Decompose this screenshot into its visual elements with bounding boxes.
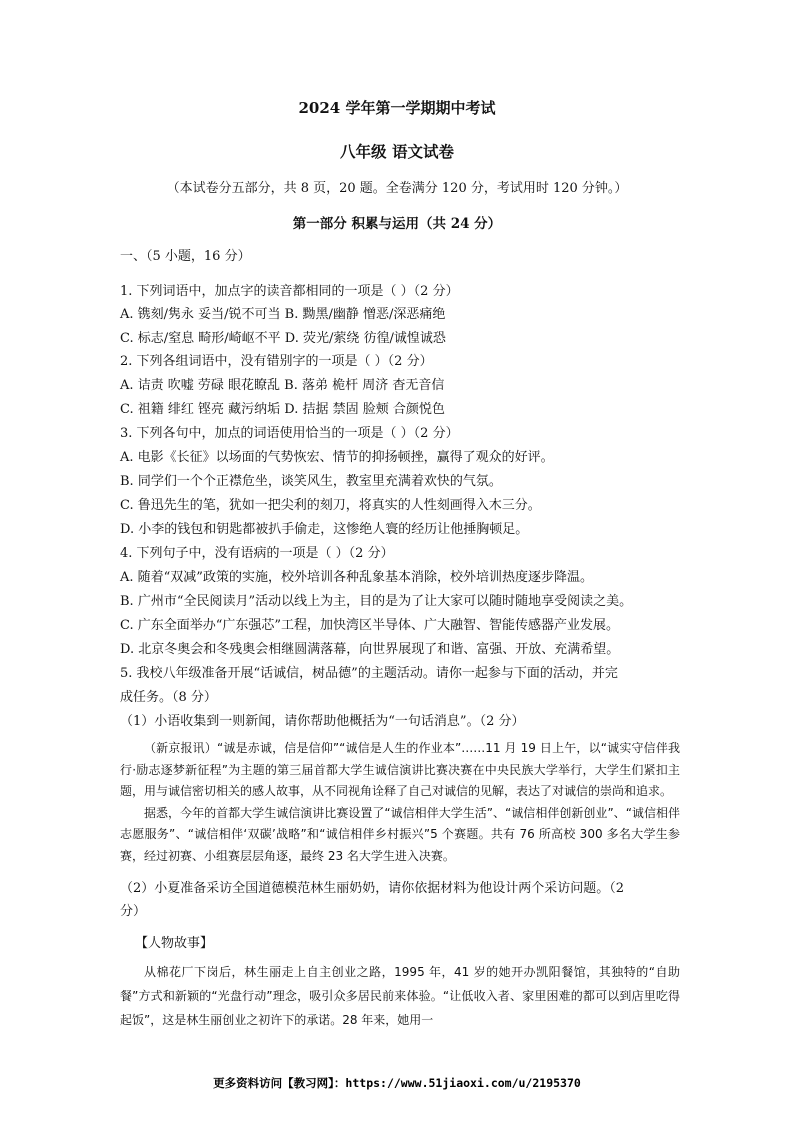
q3-option-d: D. 小李的钱包和钥匙都被扒手偷走，这惨绝人寰的经历让他捶胸顿足。 bbox=[120, 522, 529, 537]
story-paragraph-1: 从棉花厂下岗后，林生丽走上自主创业之路，1995 年，41 岁的她开办凯阳餐馆，其独特的“自助餐”方式和新颖的“光盘行动”理念，吸引众多居民前来体验。“让低收入者、家里困难的都可以到店里吃得起饭”，这是林生丽创业之初许下的承诺。28 年来，她用一 bbox=[120, 965, 680, 1027]
q5-sub2-line2: 分） bbox=[120, 904, 147, 919]
paper-title: 八年级 语文试卷 bbox=[340, 142, 454, 161]
q1-options-row1: A. 镌刻/隽永 妥当/锐不可当 B. 黝黑/幽静 憎恶/深恶痛绝 bbox=[120, 307, 446, 322]
q2-stem: 2. 下列各组词语中，没有错别字的一项是（ ）（2 分） bbox=[120, 354, 433, 369]
q4-option-c: C. 广东全面举办“广东强芯”工程，加快湾区半导体、广大融智、智能传感器产业发展。 bbox=[120, 618, 620, 633]
news-excerpt bbox=[120, 738, 680, 867]
section-heading: 一、（5 小题，16 分） bbox=[120, 249, 251, 264]
exam-instructions: （本试卷分五部分，共 8 页，20 题。全卷满分 120 分，考试用时 120 分钟。） bbox=[166, 181, 628, 196]
q2-options-row2: C. 祖籍 绯红 铿亮 藏污纳垢 D. 拮据 禁固 脸颊 合颜悦色 bbox=[120, 402, 445, 417]
footer-link[interactable]: 更多资料访问【教习网】：https://www.51jiaoxi.com/u/2195370 bbox=[213, 1076, 581, 1090]
q5-stem-line1: 5. 我校八年级准备开展“话诚信，树品德”的主题活动。请你一起参与下面的活动，并完 bbox=[120, 666, 618, 681]
q5-sub1: （1）小语收集到一则新闻，请你帮助他概括为“一句话消息”。（2 分） bbox=[120, 714, 525, 729]
q4-stem: 4. 下列句子中，没有语病的一项是（ ）（2 分） bbox=[120, 546, 394, 561]
news-paragraph-2: 据悉，今年的首都大学生诚信演讲比赛设置了“诚信相伴大学生活”、“诚信相伴创新创业”、“诚信相伴志愿服务”、“诚信相伴‘双碳’战略”和“诚信相伴乡村振兴”5 个赛题。共有 76 所高校 300 多名大学生参赛，经过初赛、小组赛层层角逐，最终 23 名大学生进入决赛。 bbox=[120, 805, 680, 863]
q3-option-a: A. 电影《长征》以场面的气势恢宏、情节的抑扬顿挫，赢得了观众的好评。 bbox=[120, 450, 554, 465]
part-title: 第一部分 积累与运用（共 24 分） bbox=[292, 216, 502, 232]
q4-option-d: D. 北京冬奥会和冬残奥会相继圆满落幕，向世界展现了和谐、富强、开放、充满希望。 bbox=[120, 642, 620, 657]
q5-sub2-line1: （2）小夏准备采访全国道德模范林生丽奶奶，请你依据材料为他设计两个采访问题。（2 bbox=[120, 881, 625, 896]
q3-option-c: C. 鲁迅先生的笔，犹如一把尖利的刻刀，将真实的人性刻画得入木三分。 bbox=[120, 498, 541, 513]
q3-stem: 3. 下列各句中，加点的词语使用恰当的一项是（ ）（2 分） bbox=[120, 426, 459, 441]
q1-stem: 1. 下列词语中，加点字的读音都相同的一项是（ ）（2 分） bbox=[120, 284, 459, 299]
story-heading: 【人物故事】 bbox=[135, 936, 214, 951]
q5-stem-line2: 成任务。（8 分） bbox=[120, 690, 217, 705]
q3-option-b: B. 同学们一个个正襟危坐，谈笑风生，教室里充满着欢快的气氛。 bbox=[120, 474, 502, 489]
news-paragraph-1: （新京报讯）“诚是赤诚，信是信仰”“诚信是人生的作业本”……11 月 19 日上午，以“诚实守信伴我行·励志逐梦新征程”为主题的第三届首都大学生诚信演讲比赛决赛在中央民族大学举行，大学生们紧扣主题，用与诚信密切相关的感人故事，从不同视角诠释了自己对诚信的见解，表达了对诚信的崇尚和追求。 bbox=[120, 741, 680, 798]
q4-option-a: A. 随着“双减”政策的实施，校外培训各种乱象基本消除，校外培训热度逐步降温。 bbox=[120, 570, 593, 585]
q4-option-b: B. 广州市“全民阅读月”活动以线上为主，目的是为了让大家可以随时随地享受阅读之美。 bbox=[120, 594, 633, 609]
q2-options-row1: A. 诘责 吹嘘 劳碌 眼花瞭乱 B. 落弟 桅杆 周济 杳无音信 bbox=[120, 378, 445, 393]
story-paragraph bbox=[120, 960, 680, 1032]
q1-options-row2: C. 标志/窒息 畸形/崎岖不平 D. 荧光/萦绕 彷徨/诚惶诚恐 bbox=[120, 331, 446, 346]
exam-title: 2024 学年第一学期期中考试 bbox=[298, 99, 496, 117]
